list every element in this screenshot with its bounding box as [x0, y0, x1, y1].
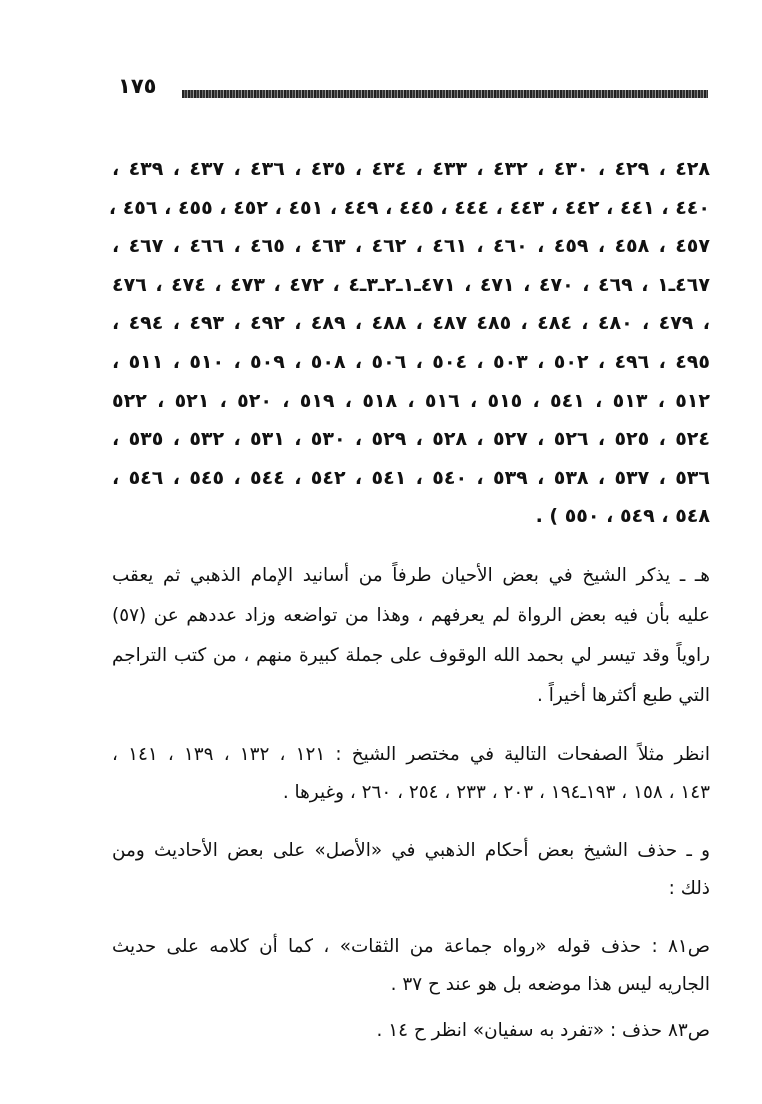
paragraph-example-83 — [112, 1012, 710, 1050]
paragraph-example-81 — [112, 928, 710, 1004]
paragraph-line: ١٤٣ ، ١٥٨ ، ١٩٣ـ١٩٤ ، ٢٠٣ ، ٢٣٣ ، ٢٥٤ ، ٢٦٠ ، وغيرها . — [282, 781, 710, 803]
header-rule — [182, 90, 708, 98]
number-list-line: ، ٤٧٩ ، ٤٨٠ ، ٤٨٤ ، ٤٨٥ ٤٨٧ ، ٤٨٨ ، ٤٨٩ ، ٤٩٢ ، ٤٩٣ ، ٤٩٤ ، — [112, 312, 710, 335]
page-body — [108, 150, 710, 1050]
paragraph-line: ص٨١ : حذف قوله «رواه جماعة من الثقات» ، كما أن كلامه على حديث — [112, 935, 710, 957]
paragraph-line: ذلك : — [668, 877, 710, 899]
page-number: ١٧٥ — [118, 74, 157, 98]
number-list-line: ٥٣٦ ، ٥٣٧ ، ٥٣٨ ، ٥٣٩ ، ٥٤٠ ، ٥٤١ ، ٥٤٢ ، ٥٤٤ ، ٥٤٥ ، ٥٤٦ ، — [112, 466, 710, 489]
paragraph-line: ص٨٣ حذف : «تفرد به سفيان» انظر ح ١٤ . — [376, 1019, 710, 1041]
number-list-line: ٤٩٥ ، ٤٩٦ ، ٥٠٢ ، ٥٠٣ ، ٥٠٤ ، ٥٠٦ ، ٥٠٨ ، ٥٠٩ ، ٥١٠ ، ٥١١ ، — [112, 350, 710, 373]
paragraph-line: راوياً وقد تيسر لي بحمد الله الوقوف على جملة كبيرة منهم ، من كتب التراجم — [112, 644, 710, 666]
paragraph-w — [112, 832, 710, 908]
paragraph-line: التي طبع أكثرها أخيراً . — [537, 684, 710, 706]
page-number-list — [108, 150, 710, 536]
number-list-line: ٥٤٨ ، ٥٤٩ ، ٥٥٠ ) . — [535, 505, 710, 528]
number-list-line: ٥١٢ ، ٥١٣ ، ٥٤١ ، ٥١٥ ، ٥١٦ ، ٥١٨ ، ٥١٩ ، ٥٢٠ ، ٥٢١ ، ٥٢٢ — [112, 389, 710, 412]
paragraph-line: و ـ حذف الشيخ بعض أحكام الذهبي في «الأصل» على بعض الأحاديث ومن — [112, 839, 710, 861]
paragraph-h — [112, 556, 710, 716]
paragraph-pages-note — [112, 736, 710, 812]
paragraph-line: هـ ـ يذكر الشيخ في بعض الأحيان طرفاً من أسانيد الإمام الذهبي ثم يعقب — [112, 564, 710, 586]
page-header — [118, 76, 708, 104]
number-list-line: ٤٢٨ ، ٤٢٩ ، ٤٣٠ ، ٤٣٢ ، ٤٣٣ ، ٤٣٤ ، ٤٣٥ ، ٤٣٦ ، ٤٣٧ ، ٤٣٩ ، — [112, 158, 710, 180]
number-list-line: ٤٤٠ ، ٤٤١ ، ٤٤٢ ، ٤٤٣ ، ٤٤٤ ، ٤٤٥ ، ٤٤٩ ، ٤٥١ ، ٤٥٢ ، ٤٥٥ ، ٤٥٦ ، — [108, 196, 710, 219]
paragraph-line: عليه بأن فيه بعض الرواة لم يعرفهم ، وهذا من تواضعه وزاد عددهم عن (٥٧) — [112, 604, 710, 626]
number-list-line: ٤٦٧ـ١ ، ٤٦٩ ، ٤٧٠ ، ٤٧١ ، ٤٧١ـ١ـ٢ـ٣ـ٤ ، ٤٧٢ ، ٤٧٣ ، ٤٧٤ ، ٤٧٦ — [112, 273, 710, 296]
paragraph-line: انظر مثلاً الصفحات التالية في مختصر الشيخ : ١٢١ ، ١٣٢ ، ١٣٩ ، ١٤١ ، — [112, 743, 710, 765]
number-list-line: ٥٢٤ ، ٥٢٥ ، ٥٢٦ ، ٥٢٧ ، ٥٢٨ ، ٥٢٩ ، ٥٣٠ ، ٥٣١ ، ٥٣٢ ، ٥٣٥ ، — [112, 428, 710, 451]
number-list-line: ٤٥٧ ، ٤٥٨ ، ٤٥٩ ، ٤٦٠ ، ٤٦١ ، ٤٦٢ ، ٤٦٣ ، ٤٦٥ ، ٤٦٦ ، ٤٦٧ ، — [112, 235, 710, 258]
paragraph-line: الجاريه ليس هذا موضعه بل هو عند ح ٣٧ . — [390, 973, 710, 995]
